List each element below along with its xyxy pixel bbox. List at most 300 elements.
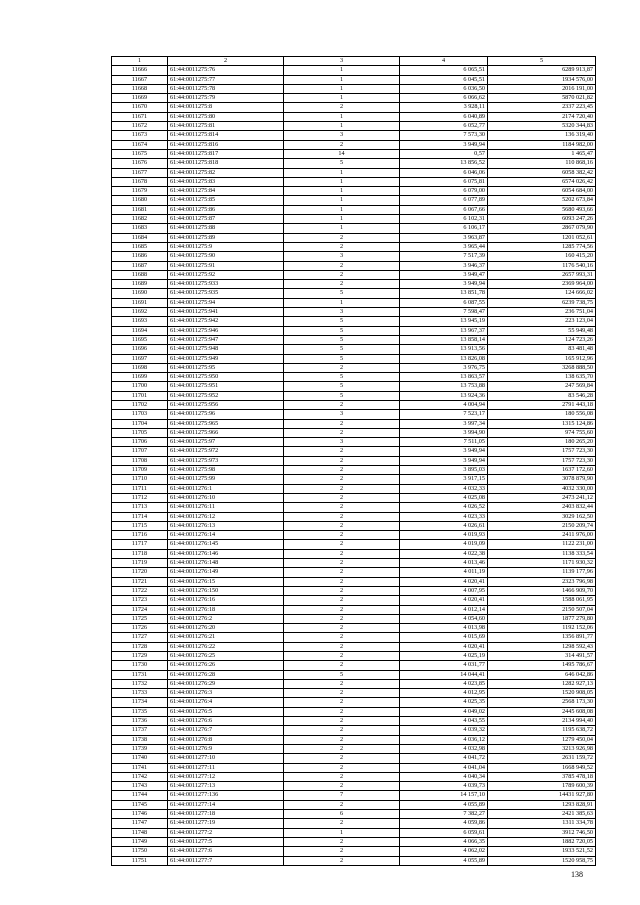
specific-value-cell: 13 913,56 (400, 345, 488, 354)
specific-value-cell: 7 511,05 (400, 438, 488, 447)
group-code-cell: 1 (284, 94, 400, 103)
cadastral-number-cell: 61:44:0011275:85 (168, 196, 284, 205)
table-row (112, 679, 596, 688)
cadastral-number-cell: 61:44:0011275:942 (168, 317, 284, 326)
table-row (112, 670, 596, 679)
table-row (112, 819, 596, 828)
row-number-cell: 11696 (112, 345, 168, 354)
group-code-cell: 2 (284, 261, 400, 270)
group-code-cell: 2 (284, 456, 400, 465)
cadastral-number-cell: 61:44:0011275:88 (168, 224, 284, 233)
cadastral-value-cell: 1933 521,52 (488, 847, 596, 856)
cadastral-number-cell: 61:44:0011276:8 (168, 735, 284, 744)
cadastral-value-cell: 136 319,40 (488, 131, 596, 140)
cadastral-value-cell: 3912 746,50 (488, 828, 596, 837)
row-number-cell: 11714 (112, 512, 168, 521)
cadastral-number-cell: 61:44:0011276:15 (168, 577, 284, 586)
cadastral-number-cell: 61:44:0011276:150 (168, 586, 284, 595)
table-row (112, 689, 596, 698)
cadastral-number-cell: 61:44:0011275:946 (168, 326, 284, 335)
row-number-cell: 11704 (112, 419, 168, 428)
table-row (112, 447, 596, 456)
cadastral-value-cell: 1637 172,60 (488, 466, 596, 475)
table-row (112, 456, 596, 465)
group-code-cell: 2 (284, 605, 400, 614)
header-cell-5: 5 (488, 57, 596, 66)
specific-value-cell: 6 079,00 (400, 187, 488, 196)
cadastral-number-cell: 61:44:0011275:9 (168, 242, 284, 251)
specific-value-cell: 6 077,89 (400, 196, 488, 205)
specific-value-cell: 3 949,94 (400, 456, 488, 465)
group-code-cell: 2 (284, 586, 400, 595)
table-row (112, 614, 596, 623)
table-row (112, 726, 596, 735)
specific-value-cell: 13 967,37 (400, 326, 488, 335)
table-row (112, 475, 596, 484)
cadastral-number-cell: 61:44:0011276:4 (168, 698, 284, 707)
group-code-cell: 2 (284, 772, 400, 781)
cadastral-number-cell: 61:44:0011277:14 (168, 800, 284, 809)
cadastral-number-cell: 61:44:0011275:817 (168, 149, 284, 158)
cadastral-number-cell: 61:44:0011276:1 (168, 484, 284, 493)
row-number-cell: 11672 (112, 122, 168, 131)
row-number-cell: 11746 (112, 810, 168, 819)
cadastral-number-cell: 61:44:0011275:96 (168, 410, 284, 419)
row-number-cell: 11676 (112, 159, 168, 168)
header-cell-4: 4 (400, 57, 488, 66)
cadastral-value-cell: 2867 079,90 (488, 224, 596, 233)
row-number-cell: 11723 (112, 596, 168, 605)
cadastral-value-cell: 6574 026,42 (488, 177, 596, 186)
table-row (112, 326, 596, 335)
cadastral-value-cell: 1311 334,78 (488, 819, 596, 828)
cadastral-value-cell: 1757 723,30 (488, 456, 596, 465)
cadastral-number-cell: 61:44:0011276:6 (168, 717, 284, 726)
table-row (112, 205, 596, 214)
cadastral-number-cell: 61:44:0011276:146 (168, 549, 284, 558)
table-row (112, 568, 596, 577)
group-code-cell: 6 (284, 810, 400, 819)
group-code-cell: 2 (284, 679, 400, 688)
cadastral-value-cell: 1315 124,86 (488, 419, 596, 428)
specific-value-cell: 3 963,87 (400, 233, 488, 242)
table-row (112, 187, 596, 196)
table-row (112, 466, 596, 475)
cadastral-number-cell: 61:44:0011277:2 (168, 828, 284, 837)
cadastral-value-cell: 2421 385,63 (488, 810, 596, 819)
table-row (112, 242, 596, 251)
specific-value-cell: 4 039,73 (400, 782, 488, 791)
specific-value-cell: 4 007,95 (400, 586, 488, 595)
specific-value-cell: 3 917,15 (400, 475, 488, 484)
cadastral-value-cell: 55 949,48 (488, 326, 596, 335)
table-row (112, 642, 596, 651)
cadastral-value-cell: 1520 908,05 (488, 689, 596, 698)
specific-value-cell: 4 019,93 (400, 531, 488, 540)
table-row (112, 75, 596, 84)
cadastral-value-cell: 3078 879,90 (488, 475, 596, 484)
specific-value-cell: 13 826,08 (400, 354, 488, 363)
group-code-cell: 2 (284, 782, 400, 791)
group-code-cell: 7 (284, 791, 400, 800)
cadastral-value-cell: 1184 982,00 (488, 140, 596, 149)
cadastral-value-cell: 2150 507,04 (488, 605, 596, 614)
cadastral-value-cell: 1356 891,77 (488, 633, 596, 642)
group-code-cell: 1 (284, 828, 400, 837)
row-number-cell: 11688 (112, 270, 168, 279)
table-row (112, 168, 596, 177)
table-row (112, 605, 596, 614)
cadastral-value-cell: 1195 638,72 (488, 726, 596, 735)
table-row (112, 66, 596, 75)
row-number-cell: 11740 (112, 754, 168, 763)
specific-value-cell: 4 066,35 (400, 837, 488, 846)
group-code-cell: 2 (284, 540, 400, 549)
group-code-cell: 5 (284, 317, 400, 326)
row-number-cell: 11737 (112, 726, 168, 735)
row-number-cell: 11667 (112, 75, 168, 84)
table-row (112, 717, 596, 726)
group-code-cell: 2 (284, 577, 400, 586)
cadastral-value-cell: 3785 478,18 (488, 772, 596, 781)
cadastral-number-cell: 61:44:0011277:136 (168, 791, 284, 800)
table-row (112, 382, 596, 391)
group-code-cell: 2 (284, 140, 400, 149)
cadastral-value-cell: 1298 592,43 (488, 642, 596, 651)
cadastral-number-cell: 61:44:0011276:7 (168, 726, 284, 735)
cadastral-number-cell: 61:44:0011275:97 (168, 438, 284, 447)
specific-value-cell: 4 026,52 (400, 503, 488, 512)
cadastral-value-cell: 2016 191,00 (488, 84, 596, 93)
row-number-cell: 11719 (112, 559, 168, 568)
cadastral-number-cell: 61:44:0011275:83 (168, 177, 284, 186)
group-code-cell: 2 (284, 280, 400, 289)
table-row (112, 112, 596, 121)
table-row (112, 224, 596, 233)
group-code-cell: 2 (284, 800, 400, 809)
row-number-cell: 11703 (112, 410, 168, 419)
specific-value-cell: 6 075,81 (400, 177, 488, 186)
specific-value-cell: 3 949,94 (400, 447, 488, 456)
cadastral-value-cell: 223 123,04 (488, 317, 596, 326)
cadastral-number-cell: 61:44:0011276:26 (168, 661, 284, 670)
row-number-cell: 11750 (112, 847, 168, 856)
group-code-cell: 5 (284, 289, 400, 298)
row-number-cell: 11683 (112, 224, 168, 233)
specific-value-cell: 13 863,57 (400, 373, 488, 382)
cadastral-value-cell: 124 723,26 (488, 335, 596, 344)
table-row (112, 280, 596, 289)
specific-value-cell: 7 598,47 (400, 308, 488, 317)
cadastral-value-cell: 83 546,28 (488, 391, 596, 400)
specific-value-cell: 3 997,34 (400, 419, 488, 428)
cadastral-number-cell: 61:44:0011275:972 (168, 447, 284, 456)
specific-value-cell: 4 020,41 (400, 577, 488, 586)
cadastral-value-cell: 2657 993,31 (488, 270, 596, 279)
group-code-cell: 2 (284, 837, 400, 846)
table-row (112, 791, 596, 800)
table-row (112, 661, 596, 670)
cadastral-number-cell: 61:44:0011276:13 (168, 521, 284, 530)
cadastral-number-cell: 61:44:0011277:5 (168, 837, 284, 846)
group-code-cell: 2 (284, 735, 400, 744)
row-number-cell: 11739 (112, 744, 168, 753)
cadastral-number-cell: 61:44:0011275:79 (168, 94, 284, 103)
row-number-cell: 11690 (112, 289, 168, 298)
specific-value-cell: 4 055,89 (400, 856, 488, 865)
table-row (112, 177, 596, 186)
group-code-cell: 2 (284, 633, 400, 642)
table-row (112, 410, 596, 419)
row-number-cell: 11684 (112, 233, 168, 242)
row-number-cell: 11692 (112, 308, 168, 317)
group-code-cell: 5 (284, 391, 400, 400)
table-row (112, 837, 596, 846)
group-code-cell: 2 (284, 847, 400, 856)
cadastral-number-cell: 61:44:0011276:29 (168, 679, 284, 688)
specific-value-cell: 4 055,89 (400, 800, 488, 809)
group-code-cell: 2 (284, 698, 400, 707)
group-code-cell: 2 (284, 856, 400, 865)
specific-value-cell: 6 059,61 (400, 828, 488, 837)
cadastral-value-cell: 2174 720,40 (488, 112, 596, 121)
specific-value-cell: 3 949,47 (400, 270, 488, 279)
group-code-cell: 1 (284, 66, 400, 75)
row-number-cell: 11741 (112, 763, 168, 772)
table-row (112, 586, 596, 595)
cadastral-number-cell: 61:44:0011275:965 (168, 419, 284, 428)
row-number-cell: 11729 (112, 652, 168, 661)
specific-value-cell: 4 026,61 (400, 521, 488, 530)
group-code-cell: 2 (284, 642, 400, 651)
table-row (112, 484, 596, 493)
group-code-cell: 2 (284, 624, 400, 633)
table-row (112, 140, 596, 149)
specific-value-cell: 4 012,95 (400, 689, 488, 698)
row-number-cell: 11666 (112, 66, 168, 75)
cadastral-number-cell: 61:44:0011275:92 (168, 270, 284, 279)
table-row (112, 698, 596, 707)
cadastral-number-cell: 61:44:0011275:87 (168, 215, 284, 224)
specific-value-cell: 4 019,09 (400, 540, 488, 549)
cadastral-number-cell: 61:44:0011276:25 (168, 652, 284, 661)
row-number-cell: 11711 (112, 484, 168, 493)
specific-value-cell: 6 036,50 (400, 84, 488, 93)
table-row (112, 828, 596, 837)
table-row (112, 633, 596, 642)
group-code-cell: 1 (284, 196, 400, 205)
cadastral-value-cell: 110 868,16 (488, 159, 596, 168)
cadastral-number-cell: 61:44:0011276:22 (168, 642, 284, 651)
cadastral-value-cell: 646 042,86 (488, 670, 596, 679)
cadastral-value-cell: 5202 673,84 (488, 196, 596, 205)
table-row (112, 438, 596, 447)
cadastral-number-cell: 61:44:0011275:935 (168, 289, 284, 298)
table-row (112, 354, 596, 363)
cadastral-value-cell: 1 465,47 (488, 149, 596, 158)
cadastral-number-cell: 61:44:0011276:14 (168, 531, 284, 540)
cadastral-value-cell: 138 635,70 (488, 373, 596, 382)
cadastral-number-cell: 61:44:0011276:18 (168, 605, 284, 614)
table-row (112, 270, 596, 279)
cadastral-number-cell: 61:44:0011275:952 (168, 391, 284, 400)
cadastral-value-cell: 1668 949,52 (488, 763, 596, 772)
cadastral-value-cell: 2631 159,72 (488, 754, 596, 763)
group-code-cell: 2 (284, 819, 400, 828)
table-row (112, 624, 596, 633)
header-row (112, 57, 596, 66)
cadastral-number-cell: 61:44:0011275:99 (168, 475, 284, 484)
group-code-cell: 2 (284, 754, 400, 763)
row-number-cell: 11687 (112, 261, 168, 270)
cadastral-number-cell: 61:44:0011277:19 (168, 819, 284, 828)
specific-value-cell: 3 895,03 (400, 466, 488, 475)
group-code-cell: 5 (284, 373, 400, 382)
cadastral-number-cell: 61:44:0011275:956 (168, 400, 284, 409)
group-code-cell: 2 (284, 484, 400, 493)
table-row (112, 577, 596, 586)
row-number-cell: 11722 (112, 586, 168, 595)
row-number-cell: 11712 (112, 493, 168, 502)
group-code-cell: 1 (284, 84, 400, 93)
cadastral-value-cell: 180 556,08 (488, 410, 596, 419)
row-number-cell: 11743 (112, 782, 168, 791)
row-number-cell: 11726 (112, 624, 168, 633)
specific-value-cell: 6 046,06 (400, 168, 488, 177)
cadastral-value-cell: 160 415,20 (488, 252, 596, 261)
group-code-cell: 2 (284, 363, 400, 372)
table-row (112, 493, 596, 502)
group-code-cell: 2 (284, 447, 400, 456)
cadastral-value-cell: 6093 247,26 (488, 215, 596, 224)
table-row (112, 800, 596, 809)
row-number-cell: 11735 (112, 707, 168, 716)
group-code-cell: 5 (284, 345, 400, 354)
table-row (112, 810, 596, 819)
row-number-cell: 11689 (112, 280, 168, 289)
cadastral-value-cell: 1176 540,16 (488, 261, 596, 270)
group-code-cell: 1 (284, 122, 400, 131)
cadastral-value-cell: 1293 828,91 (488, 800, 596, 809)
cadastral-value-cell: 6239 738,75 (488, 298, 596, 307)
group-code-cell: 2 (284, 531, 400, 540)
cadastral-number-cell: 61:44:0011275:86 (168, 205, 284, 214)
group-code-cell: 1 (284, 205, 400, 214)
specific-value-cell: 13 945,19 (400, 317, 488, 326)
row-number-cell: 11685 (112, 242, 168, 251)
cadastral-value-cell: 1789 600,39 (488, 782, 596, 791)
cadastral-number-cell: 61:44:0011275:90 (168, 252, 284, 261)
table-row (112, 261, 596, 270)
cadastral-value-cell: 4032 330,00 (488, 484, 596, 493)
cadastral-value-cell: 3029 162,50 (488, 512, 596, 521)
row-number-cell: 11674 (112, 140, 168, 149)
cadastral-number-cell: 61:44:0011276:20 (168, 624, 284, 633)
group-code-cell: 2 (284, 428, 400, 437)
row-number-cell: 11747 (112, 819, 168, 828)
cadastral-value-cell: 5870 021,82 (488, 94, 596, 103)
row-number-cell: 11682 (112, 215, 168, 224)
table-row (112, 122, 596, 131)
table-row (112, 233, 596, 242)
specific-value-cell: 3 976,75 (400, 363, 488, 372)
cadastral-number-cell: 61:44:0011277:7 (168, 856, 284, 865)
specific-value-cell: 3 949,94 (400, 280, 488, 289)
cadastral-value-cell: 2411 976,00 (488, 531, 596, 540)
group-code-cell: 1 (284, 112, 400, 121)
specific-value-cell: 4 049,02 (400, 707, 488, 716)
group-code-cell: 2 (284, 568, 400, 577)
cadastral-value-cell: 1139 177,96 (488, 568, 596, 577)
specific-value-cell: 7 573,30 (400, 131, 488, 140)
specific-value-cell: 13 753,88 (400, 382, 488, 391)
group-code-cell: 2 (284, 717, 400, 726)
cadastral-number-cell: 61:44:0011276:148 (168, 559, 284, 568)
specific-value-cell: 4 036,12 (400, 735, 488, 744)
row-number-cell: 11699 (112, 373, 168, 382)
table-row (112, 391, 596, 400)
cadastral-value-cell: 2369 964,00 (488, 280, 596, 289)
table-row (112, 596, 596, 605)
group-code-cell: 1 (284, 75, 400, 84)
cadastral-number-cell: 61:44:0011277:10 (168, 754, 284, 763)
row-number-cell: 11700 (112, 382, 168, 391)
cadastral-number-cell: 61:44:0011277:11 (168, 763, 284, 772)
cadastral-value-cell: 6058 382,42 (488, 168, 596, 177)
cadastral-number-cell: 61:44:0011276:11 (168, 503, 284, 512)
row-number-cell: 11751 (112, 856, 168, 865)
row-number-cell: 11731 (112, 670, 168, 679)
specific-value-cell: 4 013,46 (400, 559, 488, 568)
table-row (112, 763, 596, 772)
group-code-cell: 2 (284, 419, 400, 428)
specific-value-cell: 13 924,36 (400, 391, 488, 400)
cadastral-value-cell: 180 265,20 (488, 438, 596, 447)
specific-value-cell: 6 040,89 (400, 112, 488, 121)
specific-value-cell: 7 382,27 (400, 810, 488, 819)
group-code-cell: 2 (284, 270, 400, 279)
group-code-cell: 2 (284, 233, 400, 242)
specific-value-cell: 13 851,78 (400, 289, 488, 298)
row-number-cell: 11708 (112, 456, 168, 465)
cadastral-value-cell: 1934 576,00 (488, 75, 596, 84)
cadastral-number-cell: 61:44:0011275:947 (168, 335, 284, 344)
table-row (112, 252, 596, 261)
group-code-cell: 5 (284, 326, 400, 335)
specific-value-cell: 4 025,08 (400, 493, 488, 502)
group-code-cell: 3 (284, 131, 400, 140)
specific-value-cell: 6 102,31 (400, 215, 488, 224)
cadastral-value-table (111, 56, 596, 866)
group-code-cell: 1 (284, 298, 400, 307)
specific-value-cell: 6 067,66 (400, 205, 488, 214)
group-code-cell: 2 (284, 707, 400, 716)
specific-value-cell: 4 025,19 (400, 652, 488, 661)
cadastral-number-cell: 61:44:0011275:98 (168, 466, 284, 475)
cadastral-number-cell: 61:44:0011275:91 (168, 261, 284, 270)
specific-value-cell: 4 020,41 (400, 642, 488, 651)
row-number-cell: 11745 (112, 800, 168, 809)
cadastral-number-cell: 61:44:0011276:2 (168, 614, 284, 623)
cadastral-value-cell: 236 751,04 (488, 308, 596, 317)
row-number-cell: 11697 (112, 354, 168, 363)
group-code-cell: 2 (284, 726, 400, 735)
group-code-cell: 14 (284, 149, 400, 158)
specific-value-cell: 7 523,17 (400, 410, 488, 419)
cadastral-number-cell: 61:44:0011275:89 (168, 233, 284, 242)
cadastral-number-cell: 61:44:0011275:950 (168, 373, 284, 382)
specific-value-cell: 6 052,77 (400, 122, 488, 131)
